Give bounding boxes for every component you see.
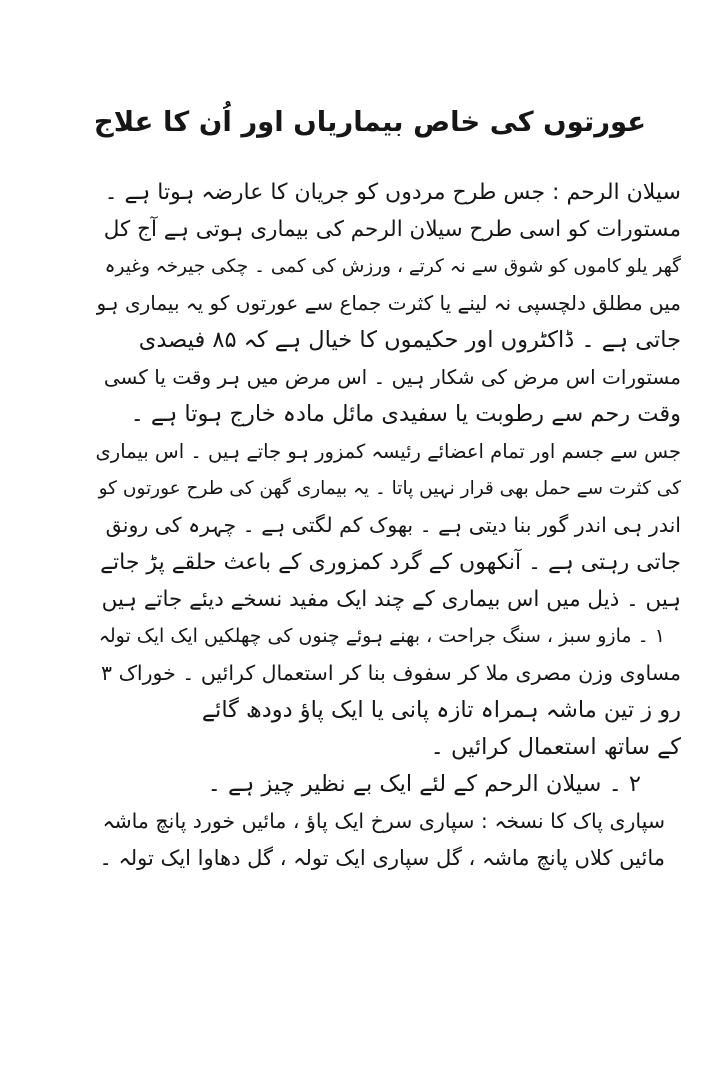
body-text <box>96 174 681 877</box>
text-line: کی کثرت سے حمل بھی قرار نہیں پاتا ۔ یہ بیماری گھن کی طرح عورتوں کو <box>98 478 681 499</box>
text-line: مستورات اس مرض کی شکار ہیں ۔ اس مرض میں ہر وقت یا کسی <box>103 365 681 389</box>
text-line: جس سے جسم اور تمام اعضائے رئیسہ کمزور ہو جاتے ہیں ۔ اس بیماری <box>96 440 681 463</box>
text-line: سپاری پاک کا نسخہ : سپاری سرخ ایک پاؤ ، مائیں خورد پانچ ماشہ <box>102 809 665 833</box>
text-line: ۱ ۔ مازو سبز ، سنگ جراحت ، بھنے ہوئے چنوں کی چھلکیں ایک ایک تولہ <box>98 625 665 647</box>
text-line: مائیں کلاں پانچ ماشہ ، گل سپاری ایک تولہ ، گل دھاوا ایک تولہ ۔ <box>99 846 665 870</box>
text-line: وقت رحم سے رطوبت یا سفیدی مائل مادہ خارج ہوتا ہے ۔ <box>130 401 681 427</box>
text-line: ۲ ۔ سیلان الرحم کے لئے ایک بے نظیر چیز ہے ۔ <box>207 771 641 797</box>
text-line: اندر ہی اندر گور بنا دیتی ہے ۔ بھوک کم لگتی ہے ۔ چہرہ کی رونق <box>105 513 681 537</box>
text-line: مستورات کو اسی طرح سیلان الرحم کی بیماری ہوتی ہے آج کل <box>103 217 681 242</box>
text-line: رو ز تین ماشہ ہمراہ تازہ پانی یا ایک پاؤ دودھ گائے <box>201 697 681 723</box>
text-line: جاتی رہتی ہے ۔ آنکھوں کے گرد کمزوری کے باعث حلقے پڑ جاتے <box>100 550 681 575</box>
text-line: کے ساتھ استعمال کرائیں ۔ <box>430 734 681 760</box>
text-line: ہیں ۔ ذیل میں اس بیماری کے چند ایک مفید نسخے دیئے جاتے ہیں <box>101 587 681 612</box>
text-line: سیلان الرحم : جس طرح مردوں کو جریان کا عارضہ ہوتا ہے ۔ <box>104 180 681 205</box>
text-line: جاتی ہے ۔ ڈاکٹروں اور حکیموں کا خیال ہے کہ ۸۵ فیصدی <box>138 327 681 353</box>
text-line: گھر یلو کاموں کو شوق سے نہ کرتے ، ورزش کی کمی ۔ چکی جیرخہ وغیرہ <box>104 256 681 277</box>
page-title: عورتوں کی خاص بیماریاں اور اُن کا علاج <box>93 106 647 138</box>
text-line: میں مطلق دلچسپی نہ لینے یا کثرت جماع سے عورتوں کو یہ بیماری ہو <box>96 291 681 315</box>
text-line: مساوی وزن مصری ملا کر سفوف بنا کر استعمال کرائیں ۔ خوراک ۳ <box>101 661 681 685</box>
